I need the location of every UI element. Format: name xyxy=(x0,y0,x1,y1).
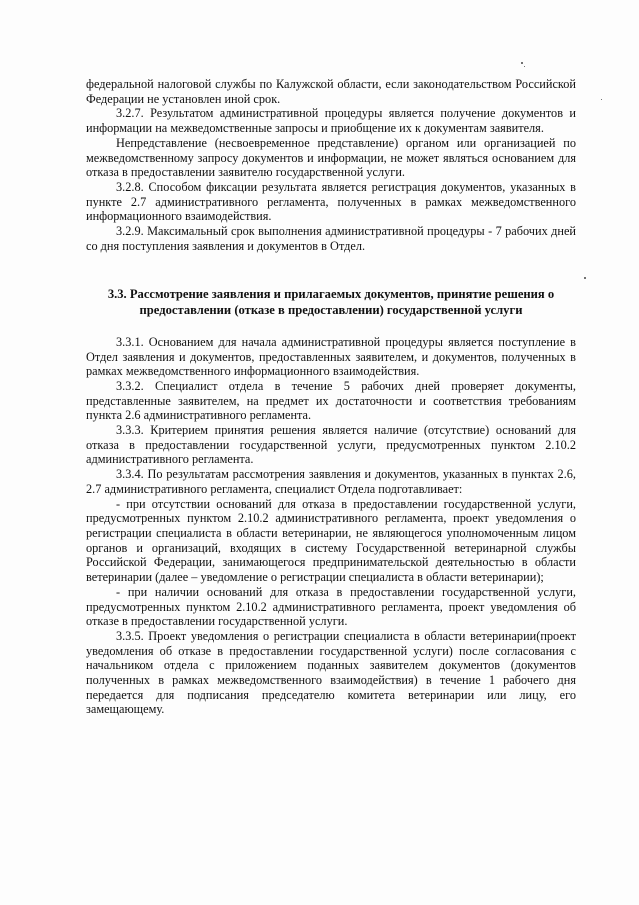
paragraph-3-3-1: 3.3.1. Основанием для начала административной процедуры является поступление в Отдел заявления и документов, предоставленных заявителем, и документов, полученных в рамках межведомственного информационного взаимодействия. xyxy=(86,334,576,379)
section-heading: 3.3. Рассмотрение заявления и прилагаемых документов, принятие решения о предоставлении (отказе в предоставлении) государственной услуги xyxy=(107,287,555,317)
paragraph-nonsubmission: Непредставление (несвоевременное представление) органом или организацией по межведомственному запросу документов и информации, не может являться основанием для отказа в предоставлении заявителю государственной услуги. xyxy=(86,135,576,180)
spacer xyxy=(86,318,576,335)
paragraph-3-2-8: 3.2.8. Способом фиксации результата является регистрация документов, указанных в пункте 2.7 административного регламента, полученных в рамках межведомственного информационного взаимодействия. xyxy=(86,179,576,224)
paragraph-3-3-5: 3.3.5. Проект уведомления о регистрации специалиста в области ветеринарии(проект уведомления об отказе в предоставлении государственной услуги) после согласования с начальником отдела с приложением поданных заявителем документов (документов полученных в рамках межведомственного взаимодействия) в течение 1 рабочего дня передается для подписания председателю комитета ветеринарии или лицу, его замещающему. xyxy=(86,628,576,717)
paragraph-continuation: федеральной налоговой службы по Калужской области, если законодательством Российской Федерации не установлен иной срок. xyxy=(86,77,576,106)
scan-speck xyxy=(601,99,602,100)
document-body xyxy=(86,77,576,717)
list-item-grounds: - при наличии оснований для отказа в предоставлении государственной услуги, предусмотренных пунктом 2.10.2 административного регламента, проект уведомления об отказе в предоставлении государственной услуги. xyxy=(86,584,576,629)
paragraph-3-3-3: 3.3.3. Критерием принятия решения является наличие (отсутствие) оснований для отказа в предоставлении государственной услуги, предусмотренных пунктом 2.10.2 административного регламента. xyxy=(86,423,576,467)
paragraph-3-3-2: 3.3.2. Специалист отдела в течение 5 рабочих дней проверяет документы, представленные заявителем, на предмет их достаточности и соответствия требованиям пункта 2.6 административного регламента. xyxy=(86,378,576,423)
list-item-no-grounds: - при отсутствии оснований для отказа в предоставлении государственной услуги, предусмотренных пунктом 2.10.2 административного регламента, проект уведомления о регистрации специалиста в области ветеринарии, не являющегося уполномоченным лицом органов и организаций, входящих в систему Государственной ветеринарной службы Российской Федерации, занимающегося предпринимательской деятельностью в области ветеринарии (далее – уведомление о регистрации специалиста в области ветеринарии); xyxy=(86,496,576,585)
scan-speck xyxy=(524,66,525,67)
paragraph-3-2-7: 3.2.7. Результатом административной процедуры является получение документов и информации на межведомственные запросы и приобщение их к документам заявителя. xyxy=(86,106,576,136)
paragraph-3-3-4: 3.3.4. По результатам рассмотрения заявления и документов, указанных в пунктах 2.6, 2.7 административного регламента, специалист Отдела подготавливает: xyxy=(86,467,576,496)
paragraphs-top xyxy=(86,77,576,253)
paragraph-3-2-9: 3.2.9. Максимальный срок выполнения административной процедуры - 7 рабочих дней со дня поступления заявления и документов в Отдел. xyxy=(86,224,576,253)
spacer xyxy=(86,253,576,287)
scan-speck xyxy=(584,277,586,279)
scan-speck xyxy=(521,62,523,64)
paragraphs-bottom xyxy=(86,335,576,717)
